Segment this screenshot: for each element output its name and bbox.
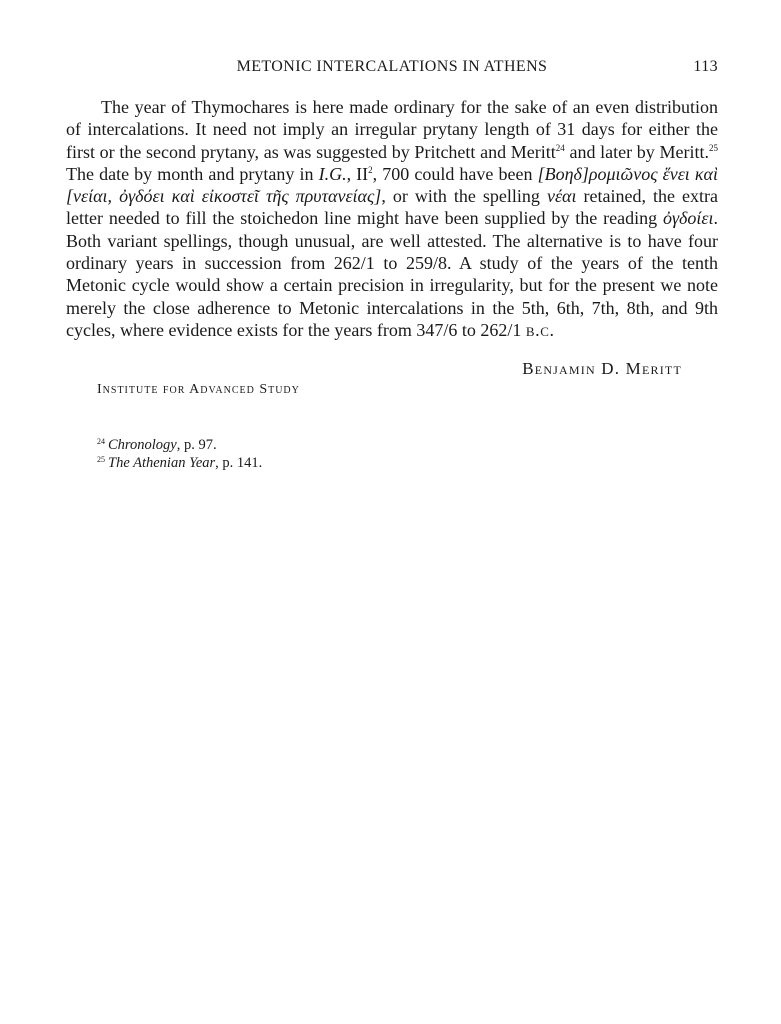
body-text-segment: The date by month and prytany in (66, 163, 319, 184)
page (66, 58, 718, 472)
running-head (66, 58, 718, 82)
footnote-number: 25 (97, 455, 105, 465)
body-text-segment: , 700 could have been (372, 163, 538, 184)
running-title: METONIC INTERCALATIONS IN ATHENS (236, 58, 548, 75)
footnote-ref-25: 25 (708, 142, 718, 153)
footnotes (97, 436, 718, 472)
body-text-segment: . Both variant spellings, though unusual, are well attested. The alternative is to have four ordinary years in succession from 262/1 to 259/8. A study of the years of the tenth Metonic cycle would show a certain precision in irregularity, but for the present we note merely the close adherence to Metonic intercalations in the 5th, 6th, 7th, 8th, and 9th cycles, where evidence exists for the years from 347/6 to 262/1 (66, 208, 718, 340)
footnote-24 (97, 436, 718, 454)
citation-abbreviation: I.G. (318, 163, 347, 184)
body-text-segment: , or with the spelling (381, 186, 547, 207)
body-paragraph (66, 96, 718, 341)
footnote-text: , p. 97. (176, 437, 217, 454)
footnote-text: , p. 141. (215, 455, 263, 472)
greek-word: νέαι (546, 186, 577, 207)
footnote-number: 24 (97, 437, 105, 447)
footnote-title: Chronology (108, 437, 177, 454)
era-abbreviation: b.c. (525, 319, 555, 340)
body-text-segment: , II (346, 163, 369, 184)
footnote-25 (97, 454, 718, 472)
body-text-segment: retained, the extra letter needed to fill the stoichedon line might have been supplied by the reading (66, 186, 719, 229)
footnote-title: The Athenian Year (108, 455, 216, 472)
edition-superscript: 2 (368, 164, 373, 175)
body-text-segment: The year of Thymochares is here made ordinary for the sake of an even distribution of intercalations. It need not imply an irregular prytany length of 31 days for either the first or the second prytany, as was suggested by Pritchett and Meritt (66, 97, 718, 162)
greek-restoration: [Βοηδ]ρομιῶνος ἕνει καὶ [νείαι, ὀγδόει καὶ εἰκοστεῖ τῆς πρυτανείας] (66, 163, 718, 207)
author-signature: Benjamin D. Meritt (522, 359, 682, 379)
author-affiliation: Institute for Advanced Study (97, 382, 300, 398)
body-text-segment: and later by Meritt. (564, 141, 709, 162)
page-number: 113 (693, 58, 718, 75)
greek-word: ὀγδοίει (662, 208, 714, 229)
footnote-ref-24: 24 (555, 142, 565, 153)
